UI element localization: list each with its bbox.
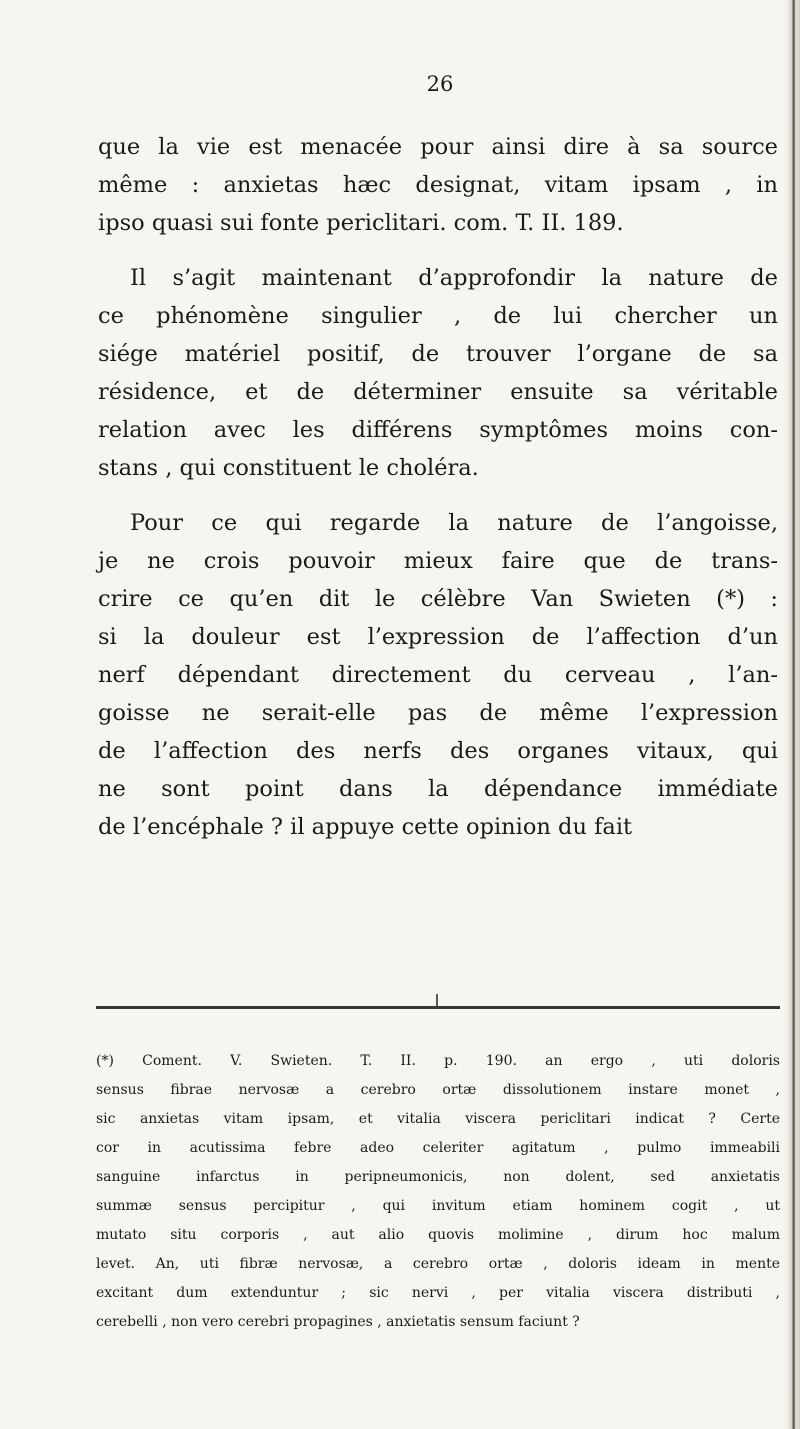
text-line: nerf dépendant directement du cerveau , l’an- [98,662,778,688]
text-line: même : anxietas hæc designat, vitam ipsam , in [98,172,778,198]
text-line: si la douleur est l’expression de l’affection d’un [98,624,778,650]
footnote [96,1047,780,1337]
text-line: goisse ne serait-elle pas de même l’expression [98,700,778,726]
text-line: je ne crois pouvoir mieux faire que de trans- [98,548,778,574]
footnote-line: sic anxietas vitam ipsam, et vitalia viscera periclitari indicat ? Certe [96,1111,780,1127]
text-line: Pour ce qui regarde la nature de l’angoisse, [130,510,778,536]
text-line: Il s’agit maintenant d’approfondir la nature de [130,265,778,291]
footnote-line: mutato situ corporis , aut alio quovis molimine , dirum hoc malum [96,1227,780,1243]
footnote-line: (*) Coment. V. Swieten. T. II. p. 190. an ergo , uti doloris [96,1053,780,1069]
paragraph-1 [98,128,778,242]
main-text [98,128,778,846]
footnote-line: sensus fibrae nervosæ a cerebro ortæ dissolutionem instare monet , [96,1082,780,1098]
text-line: que la vie est menacée pour ainsi dire à sa source [98,134,778,160]
text-line: siége matériel positif, de trouver l’organe de sa [98,341,778,367]
text-line: résidence, et de déterminer ensuite sa véritable [98,379,778,405]
text-line: ipso quasi sui fonte periclitari. com. T. II. 189. [98,210,624,236]
footnote-line: excitant dum extenduntur ; sic nervi , per vitalia viscera distributi , [96,1285,780,1301]
footnote-line: cerebelli , non vero cerebri propagines , anxietatis sensum faciunt ? [96,1314,580,1330]
footnote-line: sanguine infarctus in peripneumonicis, non dolent, sed anxietatis [96,1169,780,1185]
text-line: de l’affection des nerfs des organes vitaux, qui [98,738,778,764]
text-line: crire ce qu’en dit le célèbre Van Swieten (*) : [98,586,778,612]
text-line: ne sont point dans la dépendance immédiate [98,776,778,802]
text-line: relation avec les différens symptômes moins con- [98,417,778,443]
page-edge [786,0,800,1429]
footnote-rule [96,1006,780,1009]
paragraph-2 [98,259,778,487]
paragraph-3 [98,504,778,846]
footnote-line: levet. An, uti fibræ nervosæ, a cerebro ortæ , doloris ideam in mente [96,1256,780,1272]
rule-tick-mark [436,994,438,1006]
page-number: 26 [426,72,454,96]
text-line: ce phénomène singulier , de lui chercher un [98,303,778,329]
text-line: de l’encéphale ? il appuye cette opinion du fait [98,814,633,840]
text-line: stans , qui constituent le choléra. [98,455,479,481]
footnote-line: cor in acutissima febre adeo celeriter agitatum , pulmo immeabili [96,1140,780,1156]
footnote-line: summæ sensus percipitur , qui invitum etiam hominem cogit , ut [96,1198,780,1214]
